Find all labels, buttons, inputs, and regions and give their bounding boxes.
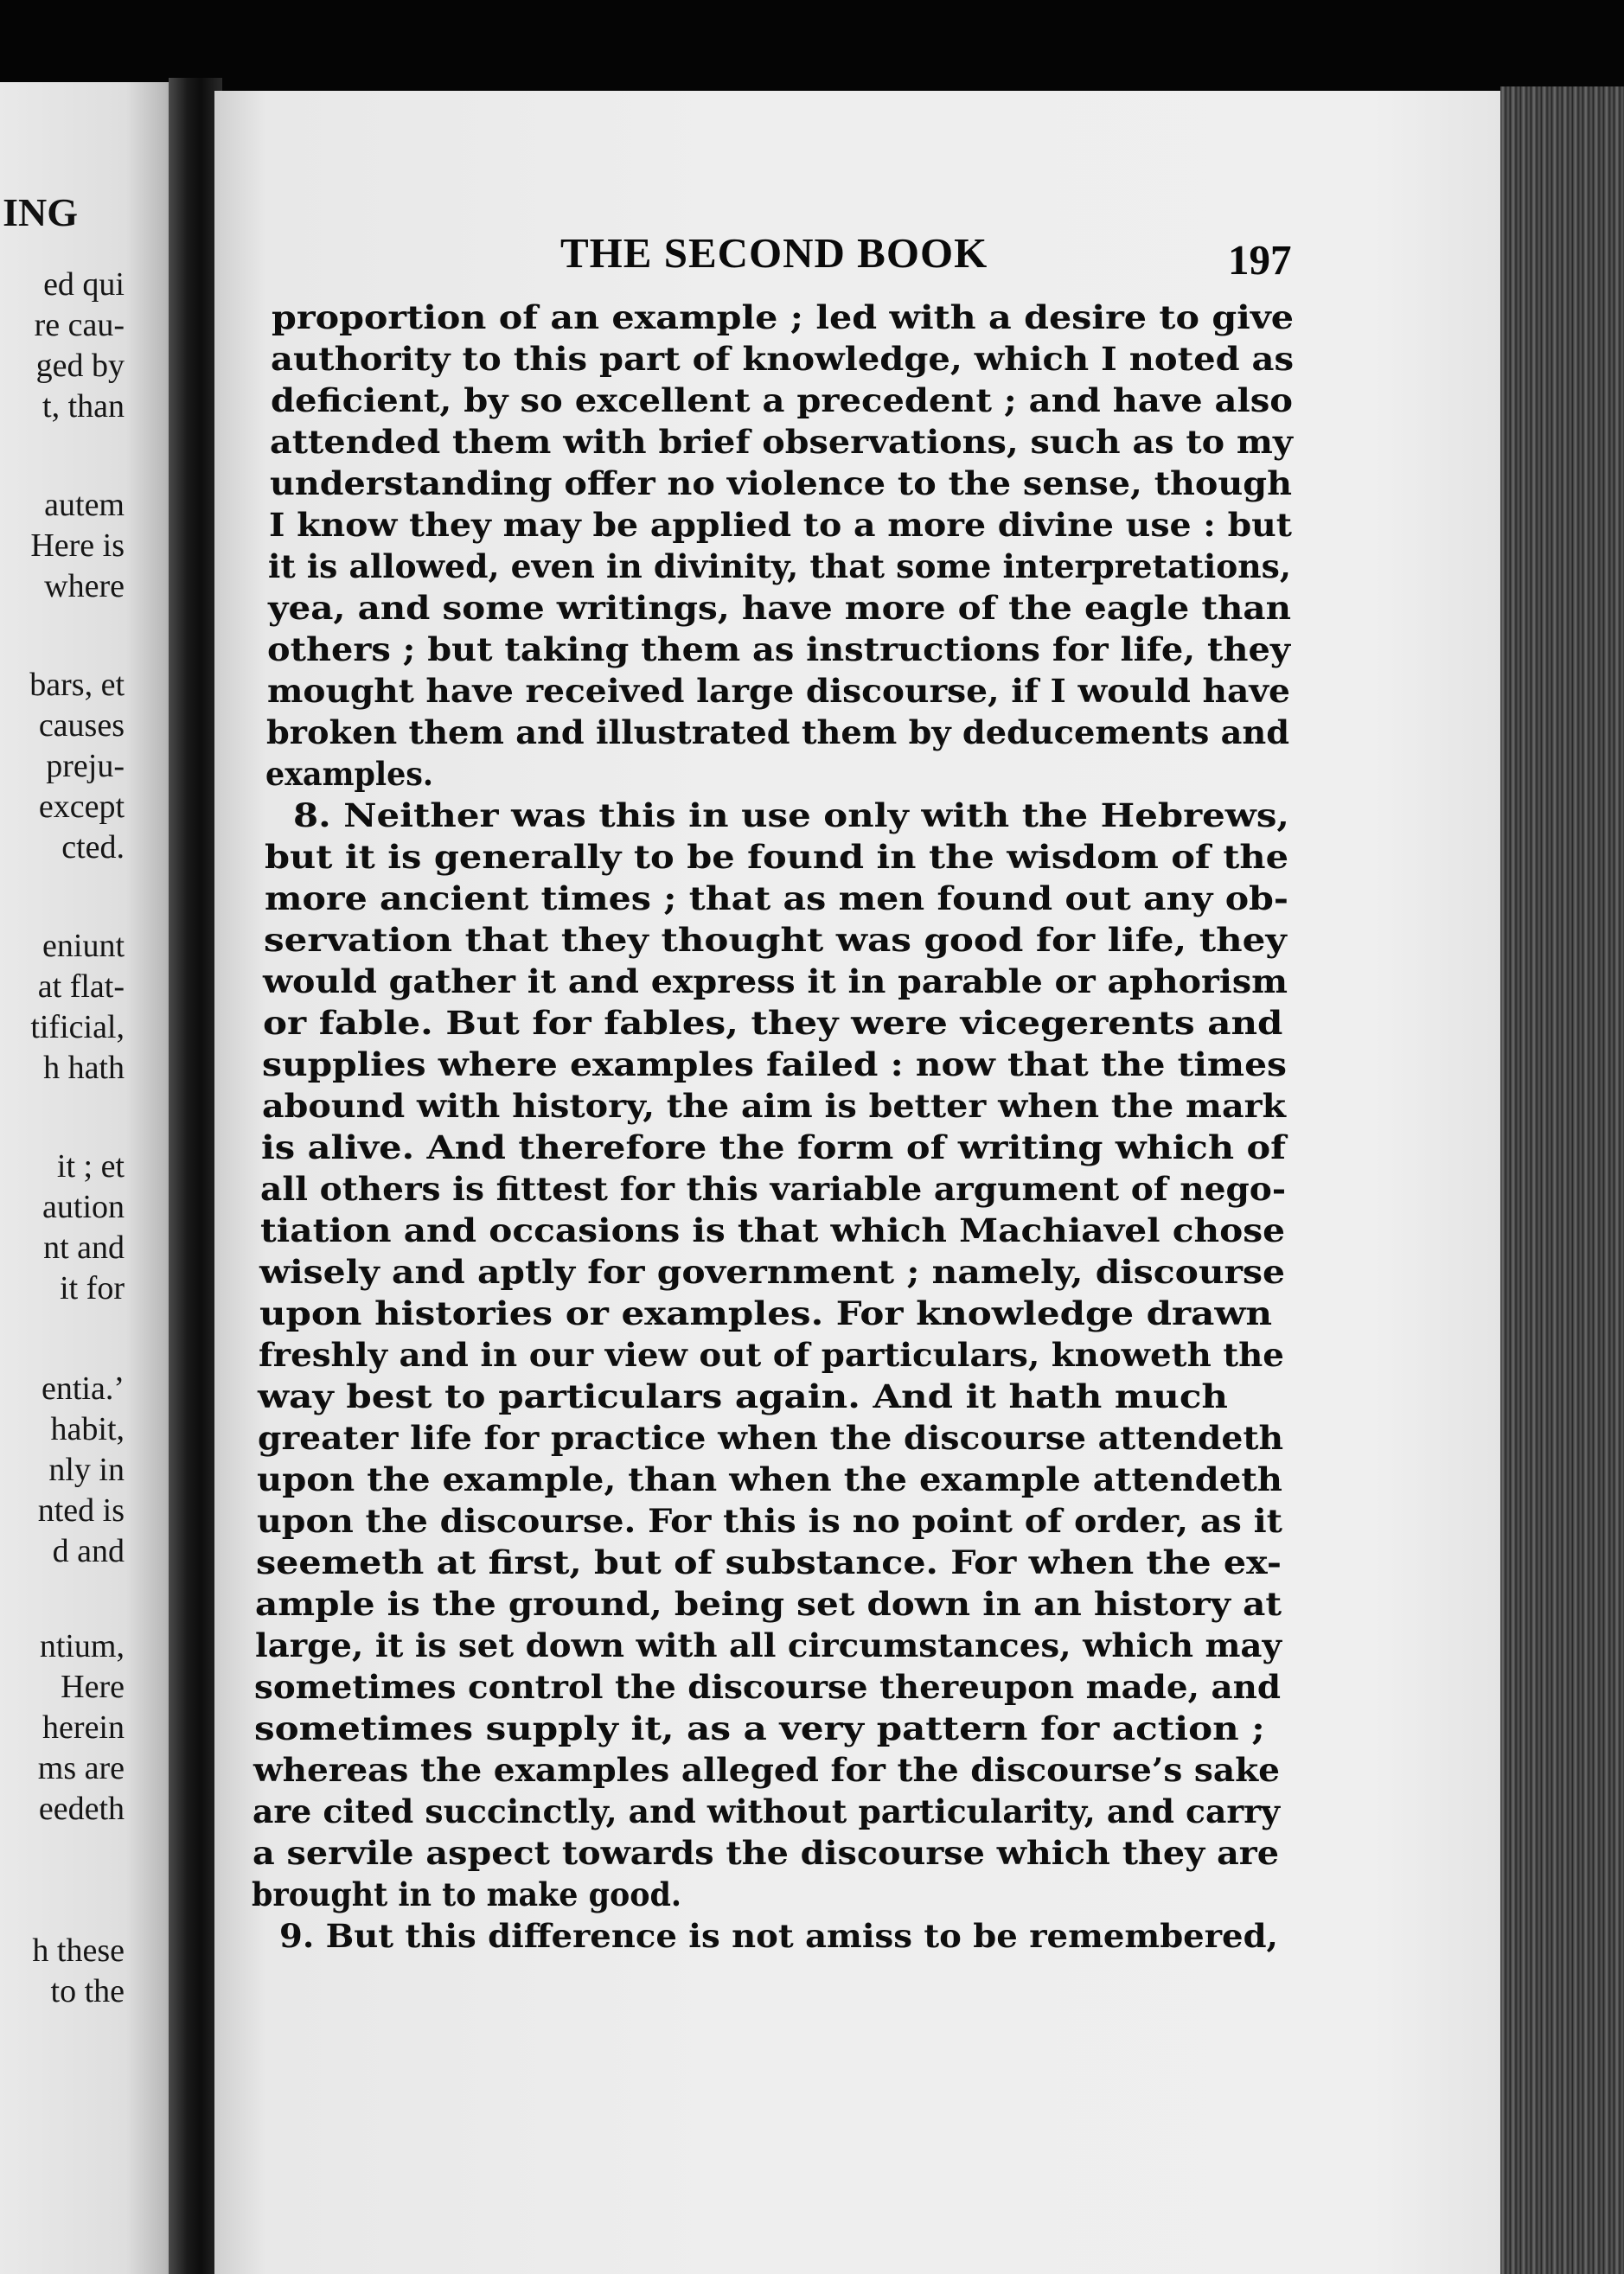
- previous-page-line: h these: [32, 1932, 125, 1969]
- text-line: whereas the examples alleged for the discourse’s sake: [253, 1751, 1281, 1789]
- text-line: attended them with brief observations, such as to my: [270, 423, 1293, 461]
- previous-page-line: at flat-: [37, 968, 125, 1005]
- previous-page-line: except: [38, 789, 125, 825]
- text-line: is alive. And therefore the form of writing which of: [261, 1128, 1287, 1166]
- text-line: 8. Neither was this in use only with the Hebrews,: [293, 796, 1289, 834]
- previous-page-line: ed qui: [43, 266, 125, 303]
- text-line: supplies where examples failed : now that the times: [262, 1045, 1288, 1083]
- text-line: it is allowed, even in divinity, that some interpretations,: [268, 547, 1292, 585]
- text-line: abound with history, the aim is better when the mark: [262, 1087, 1287, 1125]
- previous-page-line: preju-: [46, 748, 125, 784]
- text-line: ample is the ground, being set down in an history at: [255, 1585, 1282, 1623]
- previous-page-line: ms are: [37, 1750, 125, 1786]
- previous-page-line: d and: [52, 1533, 125, 1569]
- previous-page-line: ntium,: [39, 1628, 125, 1664]
- previous-page-line: it for: [60, 1270, 125, 1306]
- text-line: upon histories or examples. For knowledge drawn: [259, 1294, 1273, 1332]
- previous-page-line: h hath: [43, 1050, 125, 1086]
- text-line: would gather it and express it in parable or aphorism: [263, 962, 1288, 1000]
- text-line: wisely and aptly for government ; namely, discourse: [259, 1253, 1286, 1291]
- running-head: THE SECOND BOOK: [560, 229, 988, 277]
- text-line: large, it is set down with all circumstances, which may: [255, 1626, 1282, 1664]
- text-line: yea, and some writings, have more of the eagle than: [268, 589, 1291, 627]
- previous-page-line: ged by: [35, 348, 125, 384]
- text-line: understanding offer no violence to the sense, though: [270, 464, 1292, 502]
- previous-page-line: re cau-: [34, 307, 125, 343]
- text-line: authority to this part of knowledge, which I noted as: [271, 340, 1295, 378]
- text-line: tiation and occasions is that which Machiavel chose: [260, 1211, 1286, 1249]
- text-line: sometimes control the discourse thereupon made, and: [254, 1668, 1281, 1706]
- previous-page-line: nly in: [48, 1452, 125, 1488]
- text-line: others ; but taking them as instructions for life, they: [267, 630, 1290, 668]
- previous-page-line: bars, et: [29, 667, 125, 703]
- previous-page-line: t, than: [42, 388, 125, 425]
- text-line: deficient, by so excellent a precedent ; and have also: [271, 381, 1293, 419]
- previous-page-line: causes: [38, 707, 125, 744]
- text-line: freshly and in our view out of particulars, knoweth the: [259, 1336, 1284, 1374]
- previous-page-line: nted is: [37, 1492, 125, 1529]
- text-line: seemeth at first, but of substance. For when the ex-: [256, 1543, 1282, 1581]
- previous-page-running-head: ING: [3, 190, 78, 234]
- text-line: brought in to make good.: [252, 1875, 682, 1913]
- previous-page-line: eniunt: [42, 928, 125, 964]
- page-number: 197: [1228, 236, 1292, 284]
- previous-page-line: autem: [44, 487, 125, 523]
- text-line: examples.: [265, 755, 434, 793]
- text-line: more ancient times ; that as men found out any ob-: [265, 879, 1288, 917]
- previous-page-line: Here is: [30, 527, 125, 564]
- previous-page-line: herein: [42, 1709, 125, 1746]
- previous-page-line: to the: [50, 1973, 125, 2009]
- text-line: proportion of an example ; led with a desire to give: [272, 298, 1295, 336]
- previous-page-line: cted.: [61, 829, 125, 866]
- previous-page-line: tificial,: [30, 1009, 125, 1045]
- previous-page-line: eedeth: [38, 1791, 125, 1827]
- text-line: mought have received large discourse, if I would have: [267, 672, 1290, 710]
- previous-page-line: where: [44, 568, 125, 604]
- text-line: but it is generally to be found in the wisdom of the: [265, 838, 1289, 876]
- text-line: greater life for practice when the discourse attendeth: [258, 1419, 1284, 1457]
- previous-page-line: nt and: [43, 1230, 125, 1266]
- text-line: way best to particulars again. And it hath much: [258, 1377, 1228, 1415]
- previous-page-line: it ; et: [56, 1148, 125, 1185]
- text-line: are cited succinctly, and without particularity, and carry: [253, 1792, 1280, 1830]
- previous-page-line: habit,: [50, 1411, 125, 1447]
- text-line: 9. But this difference is not amiss to be remembered,: [279, 1917, 1278, 1955]
- previous-page-line: entia.’: [41, 1370, 125, 1407]
- text-line: all others is fittest for this variable argument of nego-: [260, 1170, 1287, 1208]
- text-line: a servile aspect towards the discourse which they are: [253, 1834, 1279, 1872]
- text-line: I know they may be applied to a more divine use : but: [269, 506, 1292, 544]
- text-line: upon the example, than when the example attendeth: [257, 1460, 1283, 1498]
- previous-page-line: aution: [42, 1189, 125, 1225]
- text-line: upon the discourse. For this is no point of order, as it: [257, 1502, 1282, 1540]
- text-line: servation that they thought was good for life, they: [264, 921, 1287, 959]
- text-line: broken them and illustrated them by deducements and: [266, 713, 1290, 751]
- text-line: or fable. But for fables, they were vicegerents and: [263, 1004, 1283, 1042]
- text-line: sometimes supply it, as a very pattern for action ;: [254, 1709, 1265, 1747]
- previous-page-line: Here: [61, 1669, 125, 1705]
